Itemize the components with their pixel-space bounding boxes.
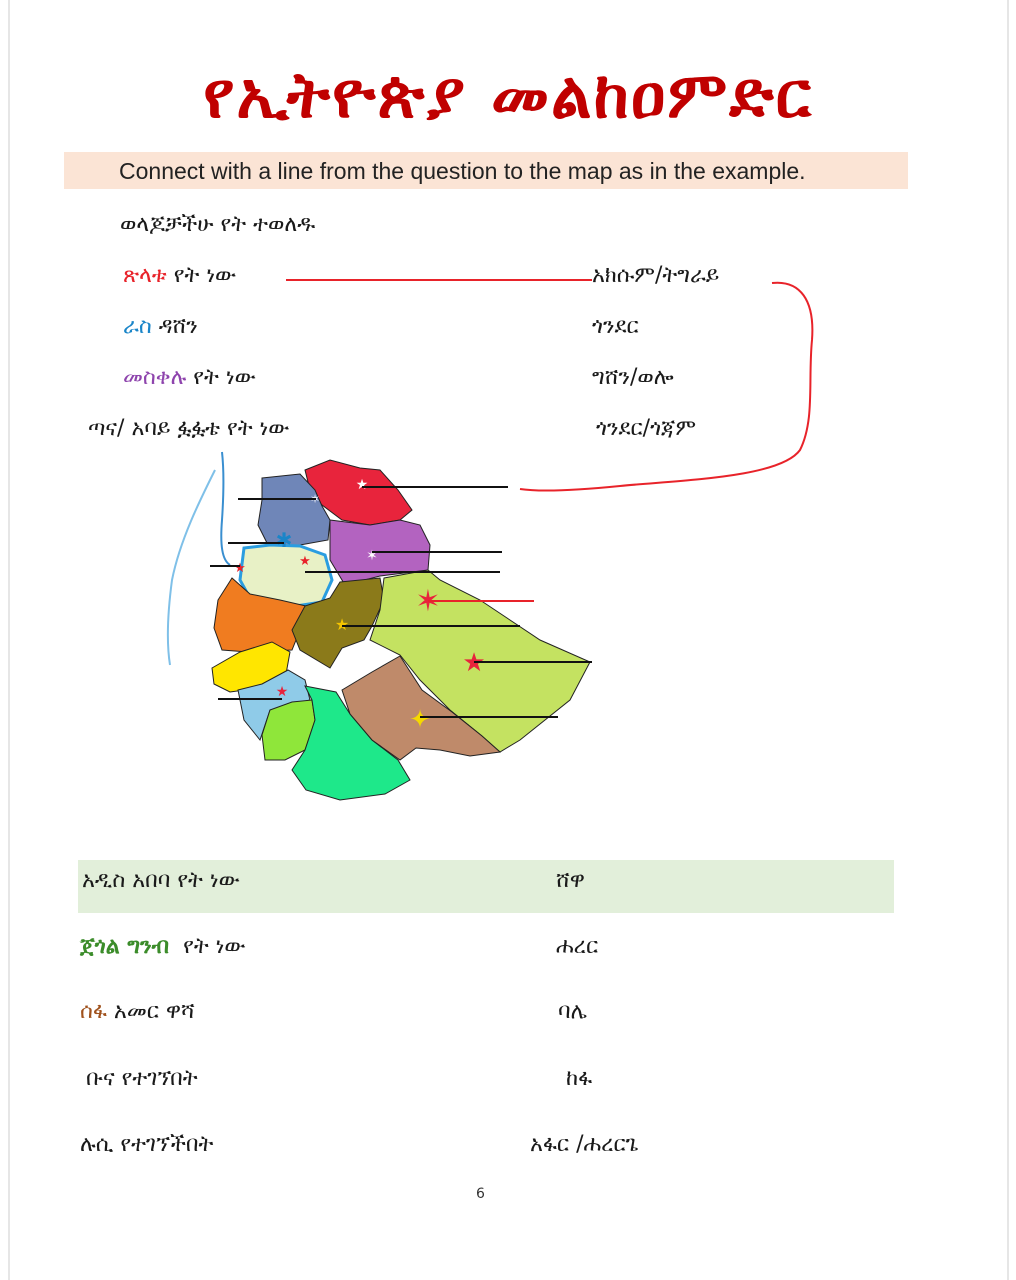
question-text: አመር ዋሻ xyxy=(106,999,195,1024)
bottom-question-4 xyxy=(86,1066,198,1092)
question-keyword: ሰፋ xyxy=(80,999,107,1024)
top-answer-2: ጎንደር xyxy=(592,314,639,339)
question-text: ሉሲ የተገኘችበት xyxy=(80,1132,214,1157)
question-keyword: ጽላቱ xyxy=(123,263,167,288)
bottom-answer-5: አፋር /ሐረርጌ xyxy=(530,1132,639,1157)
river-sketch xyxy=(168,470,215,665)
star-icon: ★ xyxy=(275,684,289,700)
page-title: የኢትዮጵያ መልከዐምድር xyxy=(203,58,813,133)
intro-line: ወላጆቻችሁ የት ተወለዱ xyxy=(120,212,316,237)
question-text: የት ነው xyxy=(169,934,246,959)
question-text: የት ነው xyxy=(166,263,237,288)
bottom-answer-3: ባሌ xyxy=(558,999,587,1024)
instruction-text: Connect with a line from the question to the map as in the example. xyxy=(119,158,806,184)
star-icon: ★ xyxy=(355,477,369,493)
page-number: 6 xyxy=(476,1186,485,1202)
bottom-answer-2: ሐረር xyxy=(556,934,599,959)
star-icon: ✦ xyxy=(409,705,431,735)
star-icon: ✶ xyxy=(366,548,378,564)
star-icon: ★ xyxy=(334,615,350,634)
top-answer-1: አክሱም/ትግራይ xyxy=(592,263,720,288)
river-line xyxy=(221,452,230,565)
question-text: የት ነው xyxy=(186,365,256,390)
star-icon: ✶ xyxy=(309,492,321,506)
star-icon: ★ xyxy=(462,648,486,678)
question-text: አዲስ አበባ የት ነው xyxy=(82,868,240,893)
bottom-question-2 xyxy=(80,934,246,960)
bottom-answer-4: ከፋ xyxy=(566,1066,593,1091)
bottom-question-5 xyxy=(80,1132,213,1158)
bottom-answer-1: ሸዋ xyxy=(556,868,585,893)
top-answer-3: ግሸን/ወሎ xyxy=(592,365,674,390)
question-keyword: ራስ xyxy=(123,314,152,339)
question-text: ቡና የተገኘበት xyxy=(86,1066,198,1091)
bottom-question-1 xyxy=(82,868,240,894)
bottom-question-3 xyxy=(80,999,195,1025)
star-icon: ✶ xyxy=(415,584,441,619)
top-answer-4: ጎንደር/ጎጃም xyxy=(596,416,697,441)
star-icon: ★ xyxy=(234,561,246,576)
star-icon: ✱ xyxy=(275,528,293,552)
question-keyword: መስቀሉ xyxy=(123,365,187,390)
question-text: ዳሸን xyxy=(151,314,198,339)
star-icon: ★ xyxy=(299,554,311,569)
question-text: ጣና/ አባይ ፏፏቴ የት ነው xyxy=(88,416,290,441)
question-keyword: ጀጎል ግንብ xyxy=(80,934,170,959)
example-curve xyxy=(520,283,812,491)
